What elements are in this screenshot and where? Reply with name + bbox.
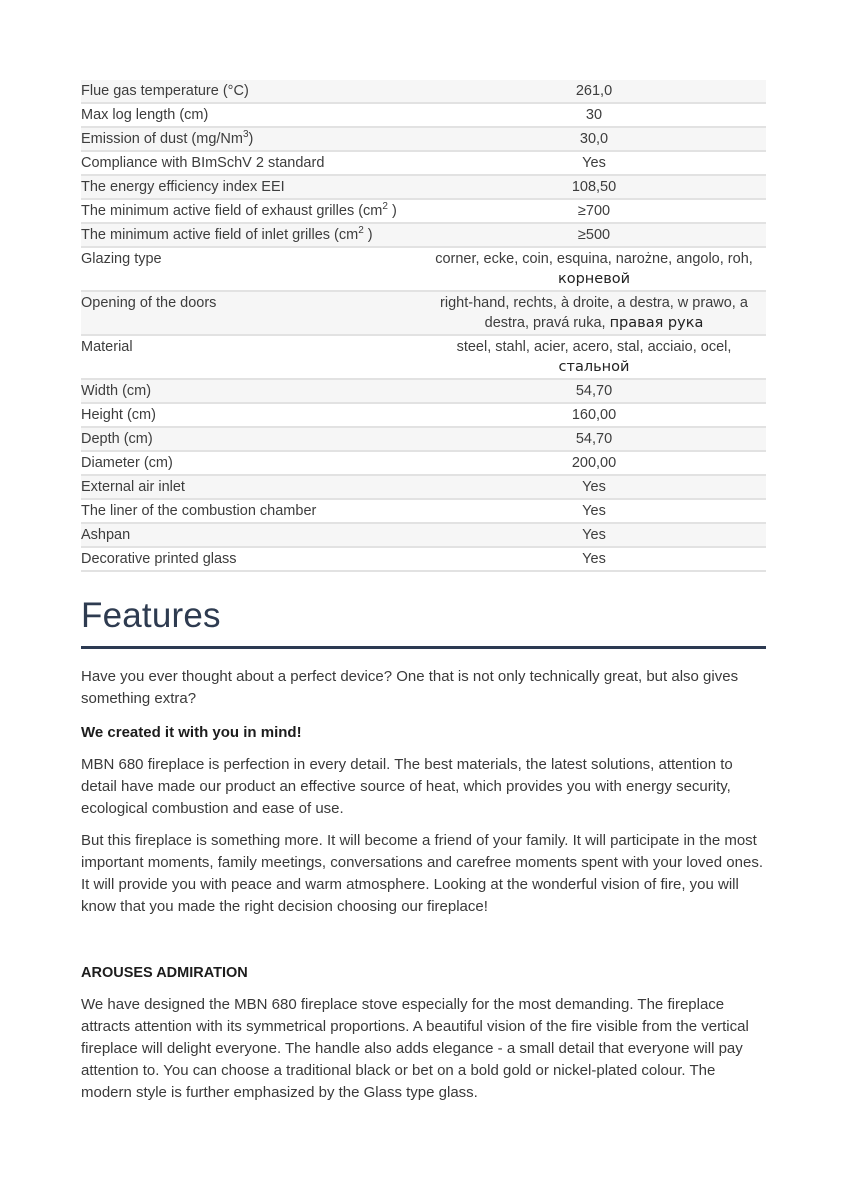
- table-row: [81, 499, 766, 523]
- spec-label: Flue gas temperature (°C): [81, 83, 249, 99]
- spec-label: The liner of the combustion chamber: [81, 503, 317, 519]
- spec-value-cyrillic: правая рука: [609, 315, 704, 331]
- spec-value: 200,00: [571, 455, 617, 471]
- spec-value-latin: steel, stahl, acier, acero, stal, acciaio, ocel,: [456, 339, 732, 355]
- spec-value: [426, 335, 766, 379]
- table-row: [81, 335, 766, 379]
- spec-value: 261,0: [575, 83, 613, 99]
- spec-value: 30: [585, 107, 603, 123]
- spec-label: Max log length (cm): [81, 107, 209, 123]
- spec-value: 108,50: [571, 179, 617, 195]
- description-paragraph: But this fireplace is something more. It will become a friend of your family. It will participate in the most important moments, family meetings, conversations and carefree moments spent with your loved ones. It will provide you with peace and warm atmosphere. Looking at the wonderful vision of fire, you will know that you made the right decision choosing our fireplace!: [81, 832, 763, 915]
- spec-label-text: ): [248, 131, 254, 147]
- spec-label: [81, 127, 426, 151]
- spec-label: Diameter (cm): [81, 455, 173, 471]
- spec-label: [81, 223, 426, 247]
- table-row: [81, 379, 766, 403]
- spec-value: ≥700: [577, 203, 611, 219]
- superscript: 3: [242, 129, 249, 141]
- table-row: [81, 451, 766, 475]
- spec-label-text: The minimum active field of inlet grilles (cm: [81, 227, 359, 243]
- spec-label-text: Emission of dust (mg/Nm: [81, 131, 243, 147]
- spec-label-text: The minimum active field of exhaust grilles (cm: [81, 203, 383, 219]
- features-heading: Features: [81, 594, 766, 649]
- features-content: [81, 666, 766, 1104]
- spec-value: ≥500: [577, 227, 611, 243]
- table-row: [81, 523, 766, 547]
- table-row: [81, 427, 766, 451]
- table-row: [81, 80, 766, 103]
- superscript: 2: [382, 201, 388, 213]
- spec-value: Yes: [582, 503, 606, 519]
- description-paragraph: MBN 680 fireplace is perfection in every detail. The best materials, the latest solutions, attention to detail have made our product an effective source of heat, which provides you with energy security, ecological combustion and ease of use.: [81, 756, 733, 817]
- page: [81, 80, 766, 1114]
- spec-value-latin: corner, ecke, coin, esquina, narożne, angolo, roh,: [435, 251, 753, 267]
- spec-label: Width (cm): [81, 383, 152, 399]
- spec-label: Opening of the doors: [81, 295, 217, 311]
- tagline: We created it with you in mind!: [81, 724, 302, 741]
- spec-value: 160,00: [571, 407, 617, 423]
- table-row: [81, 223, 766, 247]
- table-row: [81, 547, 766, 571]
- spec-value: [426, 247, 766, 291]
- superscript: 2: [358, 225, 364, 237]
- spec-value: Yes: [582, 527, 606, 543]
- intro-paragraph: Have you ever thought about a perfect device? One that is not only technically great, but also gives something extra?: [81, 668, 739, 707]
- spec-value: Yes: [582, 479, 606, 495]
- specifications-table: [81, 80, 766, 572]
- table-row: [81, 403, 766, 427]
- spec-value-cyrillic: стальной: [558, 359, 630, 375]
- section-heading: AROUSES ADMIRATION: [81, 965, 248, 981]
- spec-label: Compliance with BImSchV 2 standard: [81, 155, 325, 171]
- spec-label: The energy efficiency index EEI: [81, 179, 285, 195]
- spec-value-latin: right-hand, rechts, à droite, a destra, w prawo, a destra, pravá ruka,: [440, 295, 748, 331]
- table-row: [81, 199, 766, 223]
- spec-label: Height (cm): [81, 407, 156, 423]
- table-row: [81, 247, 766, 291]
- spec-label: External air inlet: [81, 479, 185, 495]
- table-row: [81, 291, 766, 335]
- spec-label: Decorative printed glass: [81, 551, 237, 567]
- spec-label-text: ): [387, 203, 397, 219]
- spec-value: Yes: [582, 155, 606, 171]
- spec-value-cyrillic: корневой: [557, 271, 631, 287]
- spec-value: 30,0: [579, 131, 609, 147]
- spec-label: [81, 199, 426, 223]
- table-row: [81, 475, 766, 499]
- spec-label: Glazing type: [81, 251, 162, 267]
- spec-label-text: ): [363, 227, 373, 243]
- table-row: [81, 103, 766, 127]
- spec-value: Yes: [582, 551, 606, 567]
- table-row: [81, 175, 766, 199]
- spec-label: Depth (cm): [81, 431, 153, 447]
- spec-value: [426, 291, 766, 335]
- spec-label: Ashpan: [81, 527, 131, 543]
- section-paragraph: We have designed the MBN 680 fireplace stove especially for the most demanding. The fireplace attracts attention with its symmetrical proportions. A beautiful vision of the fire visible from the vertical fireplace will delight everyone. The handle also adds elegance - a small detail that everyone will pay attention to. You can choose a traditional black or bet on a bold gold or nickel-plated colour. The modern style is further emphasized by the Glass type glass.: [81, 996, 749, 1101]
- table-row: [81, 127, 766, 151]
- spec-value: 54,70: [575, 383, 613, 399]
- table-row: [81, 151, 766, 175]
- spec-label: Material: [81, 339, 133, 355]
- spec-value: 54,70: [575, 431, 613, 447]
